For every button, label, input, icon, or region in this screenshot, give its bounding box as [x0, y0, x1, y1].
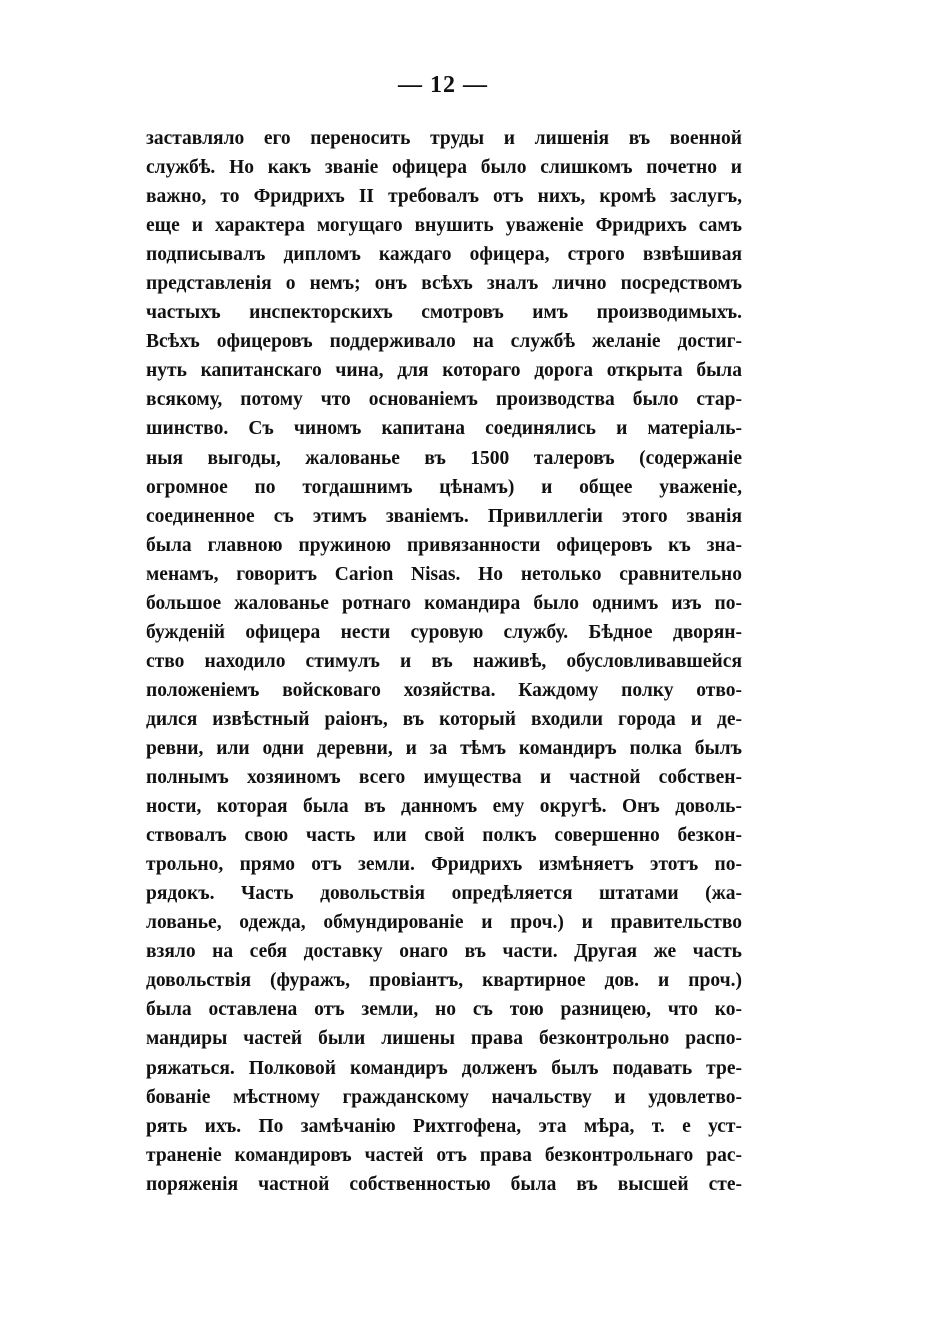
- text-line: всякому, потому что основаніемъ производства было стар-: [146, 389, 742, 411]
- page-number: — 12 —: [398, 72, 488, 98]
- text-line: мандиры частей были лишены права безконтрольно распо-: [146, 1028, 742, 1050]
- text-line: поряженія частной собственностью была въ высшей сте-: [146, 1173, 742, 1195]
- text-line: ности, которая была въ данномъ ему округѣ. Онъ доволь-: [146, 796, 742, 818]
- text-line: важно, то Фридрихъ II требовалъ отъ нихъ, кромѣ заслугъ,: [146, 186, 742, 208]
- text-line: траненіе командировъ частей отъ права безконтрольнаго рас-: [146, 1144, 742, 1166]
- text-line: ряжаться. Полковой командиръ долженъ былъ подавать тре-: [146, 1057, 742, 1079]
- text-line: трольно, прямо отъ земли. Фридрихъ измѣняетъ этотъ по-: [146, 854, 742, 876]
- text-line: была главною пружиною привязанности офицеровъ къ зна-: [146, 534, 742, 556]
- text-line: ство находило стимулъ и въ наживѣ, обусловливавшейся: [146, 650, 742, 672]
- text-line: лованье, одежда, обмундированіе и проч.) и правительство: [146, 912, 742, 934]
- text-line: была оставлена отъ земли, но съ тою разницею, что ко-: [146, 999, 742, 1021]
- text-line: представленія о немъ; онъ всѣхъ зналъ лично посредствомъ: [146, 273, 742, 295]
- text-line: службѣ. Но какъ званіе офицера было слишкомъ почетно и: [146, 157, 742, 179]
- text-line: еще и характера могущаго внушить уваженіе Фридрихъ самъ: [146, 215, 742, 237]
- text-line: бужденій офицера нести суровую службу. Бѣдное дворян-: [146, 621, 742, 643]
- text-line: полнымъ хозяиномъ всего имущества и частной собствен-: [146, 767, 742, 789]
- text-line: ствовалъ свою часть или свой полкъ совершенно безкон-: [146, 825, 742, 847]
- text-line: рядокъ. Часть довольствія опредѣляется штатами (жа-: [146, 883, 742, 905]
- text-line: заставляло его переносить труды и лишенія въ военной: [146, 128, 742, 149]
- text-line: большое жалованье ротнаго командира было однимъ изъ по-: [146, 592, 742, 614]
- text-line: рять ихъ. По замѣчанію Рихтгофена, эта мѣра, т. е уст-: [146, 1115, 742, 1137]
- text-line: ныя выгоды, жалованье въ 1500 талеровъ (содержаніе: [146, 447, 742, 469]
- body-text: [146, 124, 742, 1199]
- text-line: менамъ, говоритъ Carion Nisas. Но нетолько сравнительно: [146, 563, 742, 585]
- text-line: взяло на себя доставку онаго въ части. Другая же часть: [146, 941, 742, 963]
- text-line: положеніемъ войсковаго хозяйства. Каждому полку отво-: [146, 679, 742, 701]
- text-line: соединенное съ этимъ званіемъ. Привиллегіи этого званія: [146, 505, 742, 527]
- text-line: довольствія (фуражъ, провіантъ, квартирное дов. и проч.): [146, 970, 742, 992]
- text-line: подписывалъ дипломъ каждаго офицера, строго взвѣшивая: [146, 244, 742, 266]
- text-line: частыхъ инспекторскихъ смотровъ имъ производимыхъ.: [146, 302, 742, 324]
- text-line: нуть капитанскаго чина, для котораго дорога открыта была: [146, 360, 742, 382]
- text-line: дился извѣстный раіонъ, въ который входили города и де-: [146, 708, 742, 730]
- text-line: Всѣхъ офицеровъ поддерживало на службѣ желаніе достиг-: [146, 331, 742, 353]
- text-line: огромное по тогдашнимъ цѣнамъ) и общее уваженіе,: [146, 476, 742, 498]
- text-line: шинство. Съ чиномъ капитана соединялись и матеріаль-: [146, 418, 742, 440]
- text-line: ревни, или одни деревни, и за тѣмъ командиръ полка былъ: [146, 737, 742, 759]
- text-line: бованіе мѣстному гражданскому начальству и удовлетво-: [146, 1086, 742, 1108]
